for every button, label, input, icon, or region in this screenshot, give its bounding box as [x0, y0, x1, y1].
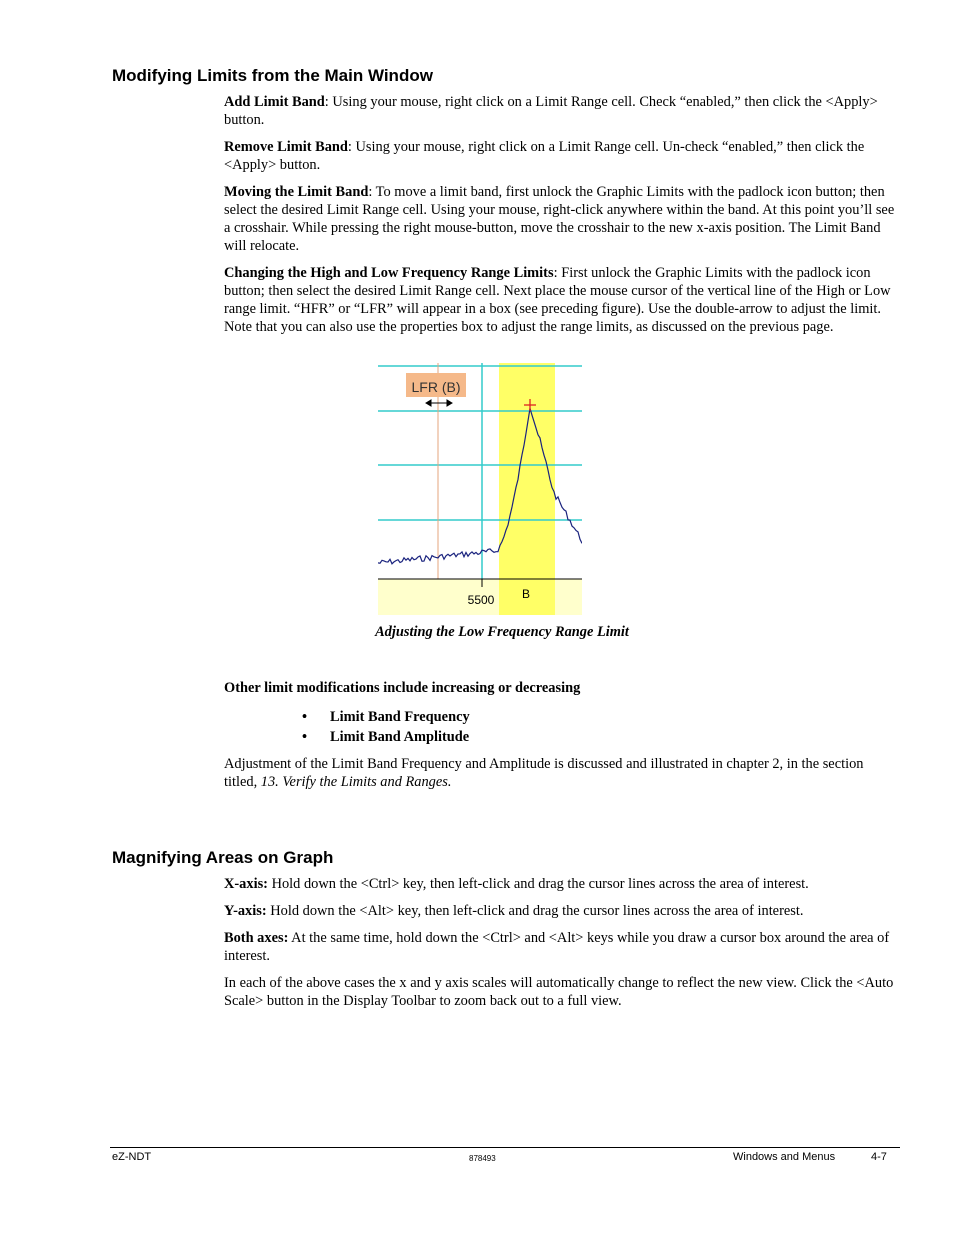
paragraph-changing-range-limits [224, 264, 900, 336]
adjustment-text: Adjustment of the Limit Band Frequency and Amplitude is discussed and illustrated in chapter 2, in the section titled, [224, 756, 864, 790]
paragraph-both-axes [224, 929, 900, 965]
term-separator: : [324, 94, 333, 110]
paragraph-y-axis [224, 902, 900, 920]
paragraph-text: To move a limit band, first unlock the Graphic Limits with the padlock icon button; then select the desired Limit Range cell. Using your mouse, right-click anywhere within the band. At this point you’ll see a crosshair. While pressing the right mouse-button, move the crosshair to the new x-axis position. The Limit Band will relocate. [224, 184, 895, 254]
footer-rule [110, 1147, 900, 1148]
lfr-adjust-figure [378, 363, 582, 615]
term-changing-range-limits: Changing the High and Low Frequency Range Limits [224, 265, 554, 281]
spectrum-graph [378, 363, 582, 615]
term-x-axis: X-axis: [224, 876, 268, 892]
paragraph-text: Hold down the <Alt> key, then left-click and drag the cursor lines across the area of interest. [270, 903, 804, 919]
paragraph-adjustment [224, 755, 900, 791]
other-modifications-intro: Other limit modifications include increasing or decreasing [224, 680, 581, 696]
figure-caption: Adjusting the Low Frequency Range Limit [375, 624, 629, 640]
paragraph-x-axis [224, 875, 900, 893]
paragraph-moving-limit-band [224, 183, 900, 255]
paragraph-text: Using your mouse, right click on a Limit Range cell. Check “enabled,” then click the <Apply> button. [224, 94, 878, 128]
tick-label-5500: 5500 [467, 593, 495, 607]
lfr-label: LFR (B) [411, 379, 461, 395]
section-heading-modifying-limits: Modifying Limits from the Main Window [112, 66, 433, 85]
list-item-limit-band-frequency: • Limit Band Frequency [302, 707, 470, 727]
paragraph-text: First unlock the Graphic Limits with the padlock icon button; then select the desired Limit Range cell. Next place the mouse cursor of the vertical line of the High or Low range limit. “HFR” or “LFR” will appear in a box (see preceding figure). Use the double-arrow to adjust the limit. Note that you can also use the properties box to adjust the range limits, as discussed on the previous page. [224, 265, 891, 335]
section-heading-magnifying: Magnifying Areas on Graph [112, 848, 334, 867]
paragraph-auto-scale [224, 974, 900, 1010]
paragraph-add-limit-band [224, 93, 900, 129]
paragraph-remove-limit-band [224, 138, 900, 174]
paragraph-text: Hold down the <Ctrl> key, then left-click and drag the cursor lines across the area of interest. [271, 876, 809, 892]
band-label-b: B [521, 587, 531, 601]
footer-page-number: 4-7 [871, 1151, 887, 1163]
term-separator: : [553, 265, 562, 281]
term-moving-limit-band: Moving the Limit Band [224, 184, 369, 200]
term-y-axis: Y-axis: [224, 903, 267, 919]
limit-band [499, 363, 555, 615]
list-item-limit-band-amplitude: • Limit Band Amplitude [302, 727, 470, 747]
term-add-limit-band: Add Limit Band [224, 94, 325, 110]
footer-chapter: Windows and Menus [733, 1151, 836, 1163]
paragraph-text: Using your mouse, right click on a Limit Range cell. Un-check “enabled,” then click the <Apply> button. [224, 139, 865, 173]
term-remove-limit-band: Remove Limit Band [224, 139, 348, 155]
paragraph-text: In each of the above cases the x and y axis scales will automatically change to reflect the new view. Click the <Auto Scale> button in the Display Toolbar to zoom back out to a full view. [224, 975, 894, 1009]
term-separator: : [368, 184, 376, 200]
bullet-list [302, 707, 470, 747]
term-separator: : [347, 139, 356, 155]
footer-product: eZ-NDT [112, 1151, 152, 1163]
section-reference: 13. Verify the Limits and Ranges. [260, 774, 452, 790]
term-both-axes: Both axes: [224, 930, 289, 946]
paragraph-text: At the same time, hold down the <Ctrl> and <Alt> keys while you draw a cursor box around the area of interest. [224, 930, 890, 964]
footer-doc-number: 878493 [469, 1154, 496, 1163]
